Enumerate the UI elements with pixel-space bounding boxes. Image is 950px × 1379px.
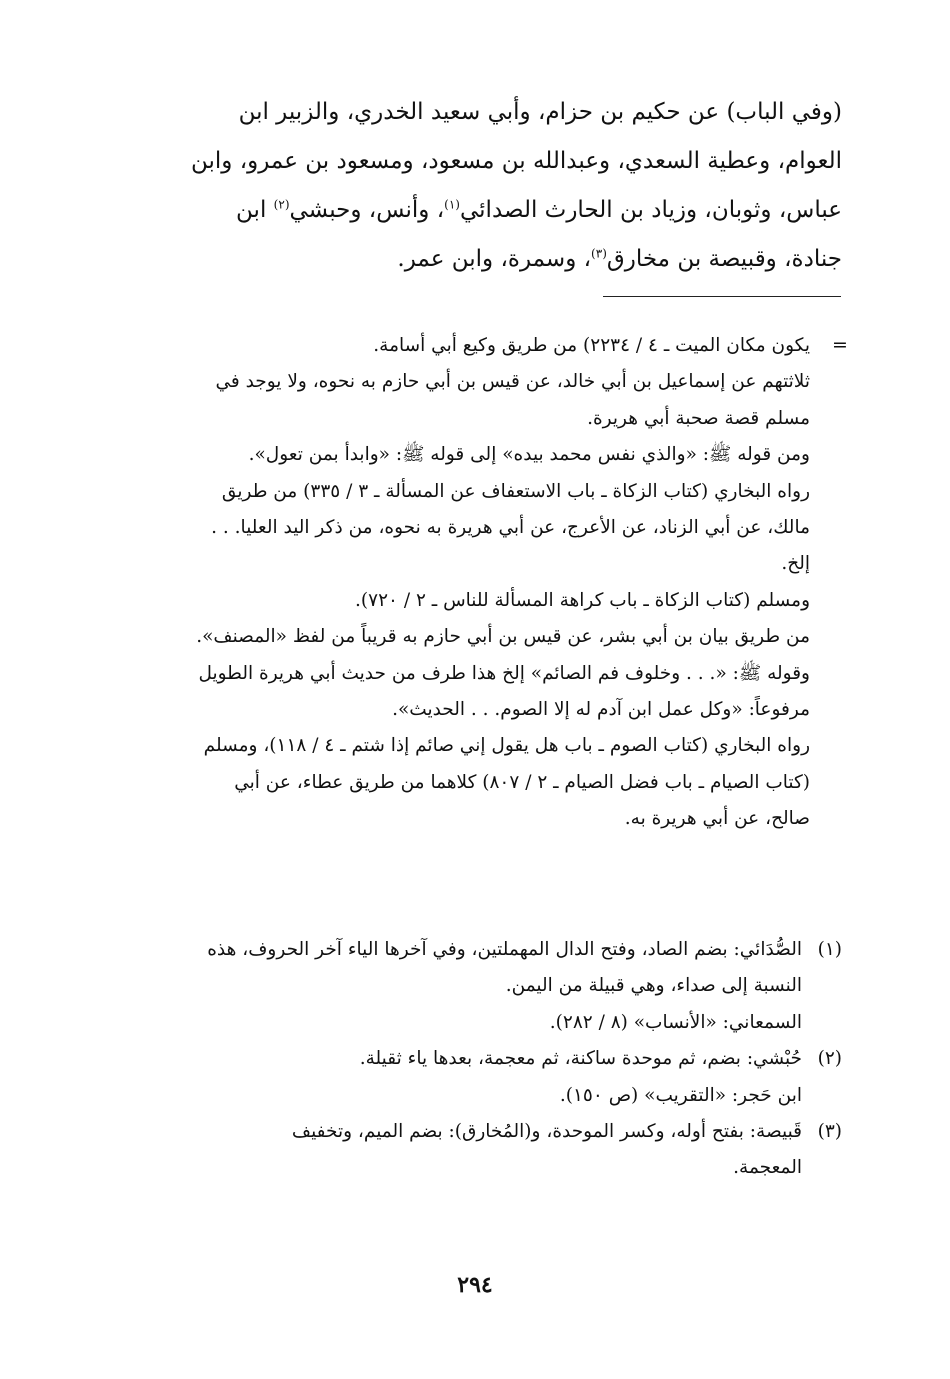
footnote-line: النسبة إلى صداء، وهي قبيلة من اليمن.: [505, 975, 802, 997]
footnote-number: (٣): [817, 1121, 842, 1143]
main-text-line: عباس، وثوبان، وزياد بن الحارث الصدائي$^{(١)}$، وأنس، وحبشي$^{(٢)}$ ابن: [236, 197, 842, 223]
footnote-3: [118, 1114, 842, 1187]
footnote-line: الصُّدَائي: بضم الصاد، وفتح الدال المهملتين، وفي آخرها الياء آخر الحروف، هذه: [207, 939, 802, 960]
main-text-line: جنادة، وقبيصة بن مخارق$^{(٣)}$، وسمرة، وابن عمر.: [397, 246, 842, 272]
footnote-line: (كتاب الصيام ـ باب فضل الصيام ـ ٢ / ٨٠٧) كلاهما من طريق عطاء، عن أبي: [234, 771, 810, 793]
footnote-line: ومن قوله ﷺ: «والذي نفس محمد بيده» إلى قوله ﷺ: «وابدأ بمن تعول».: [248, 444, 810, 466]
footnote-line: مسلم قصة صحبة أبي هريرة.: [587, 407, 810, 429]
footnote-number: (٢): [817, 1048, 842, 1070]
footnote-number: (١): [817, 939, 842, 960]
page-number: ٢٩٤: [457, 1272, 493, 1298]
footnote-line: ومسلم (كتاب الزكاة ـ باب كراهة المسألة للناس ـ ٢ / ٧٢٠).: [355, 589, 810, 611]
footnotes-list: [118, 932, 842, 1187]
footnote-line: ثلاثتهم عن إسماعيل بن أبي خالد، عن قيس بن أبي حازم به نحوه، ولا يوجد في: [215, 371, 810, 393]
footnote-1: [118, 932, 842, 1041]
footnote-2: [118, 1041, 842, 1114]
footnote-line: المعجمة.: [733, 1157, 802, 1179]
main-text-line: العوام، وعطية السعدي، وعبدالله بن مسعود، ومسعود بن عمرو، وابن: [190, 148, 842, 174]
footnote-line: حُبْشي: بضم، ثم موحدة ساكنة، ثم معجمة، بعدها ياء ثقيلة.: [359, 1048, 802, 1070]
footnote-line: رواه البخاري (كتاب الصوم ـ باب هل يقول إني صائم إذا شتم ـ ٤ / ١١٨)، ومسلم: [203, 735, 810, 757]
footnote-separator: [603, 296, 841, 297]
footnote-line: مالك، عن أبي الزناد، عن الأعرج، عن أبي هريرة به نحوه، من ذكر اليد العليا. . .: [211, 517, 810, 539]
footnote-continuation: [118, 328, 810, 838]
main-text-line: (وفي الباب) عن حكيم بن حزام، وأبي سعيد الخدري، والزبير ابن: [238, 99, 842, 125]
footnote-line: من طريق بيان بن أبي بشر، عن قيس بن أبي حازم به قريباً من لفظ «المصنف».: [196, 626, 810, 648]
footnote-line: رواه البخاري (كتاب الزكاة ـ باب الاستعفاف عن المسألة ـ ٣ / ٣٣٥) من طريق: [221, 480, 810, 502]
footnote-line: يكون مكان الميت ـ ٤ / ٢٢٣٤) من طريق وكيع أبي أسامة.: [373, 335, 810, 356]
footnote-line: إلخ.: [781, 553, 810, 575]
footnote-line: صالح، عن أبي هريرة به.: [624, 808, 810, 830]
footnote-ref-2[interactable]: (٢): [273, 197, 290, 212]
continuation-mark: =: [832, 334, 848, 356]
footnote-line: السمعاني: «الأنساب» (٨ / ٢٨٢).: [549, 1011, 802, 1033]
footnote-line: قَبيصة: بفتح أوله، وكسر الموحدة، و(المُخارق): بضم الميم، وتخفيف: [291, 1121, 802, 1143]
footnote-line: وقوله ﷺ: «. . . وخلوف فم الصائم» إلخ هذا طرف من حديث أبي هريرة الطويل: [198, 662, 810, 684]
footnote-line: ابن حَجر: «التقريب» (ص ١٥٠).: [559, 1084, 802, 1106]
footnote-ref-3[interactable]: (٣): [591, 246, 607, 261]
footnote-ref-1[interactable]: (١): [444, 197, 460, 212]
footnote-line: مرفوعاً: «وكل عمل ابن آدم له إلا الصوم. . . الحديث».: [392, 699, 810, 721]
main-text: [118, 88, 842, 284]
